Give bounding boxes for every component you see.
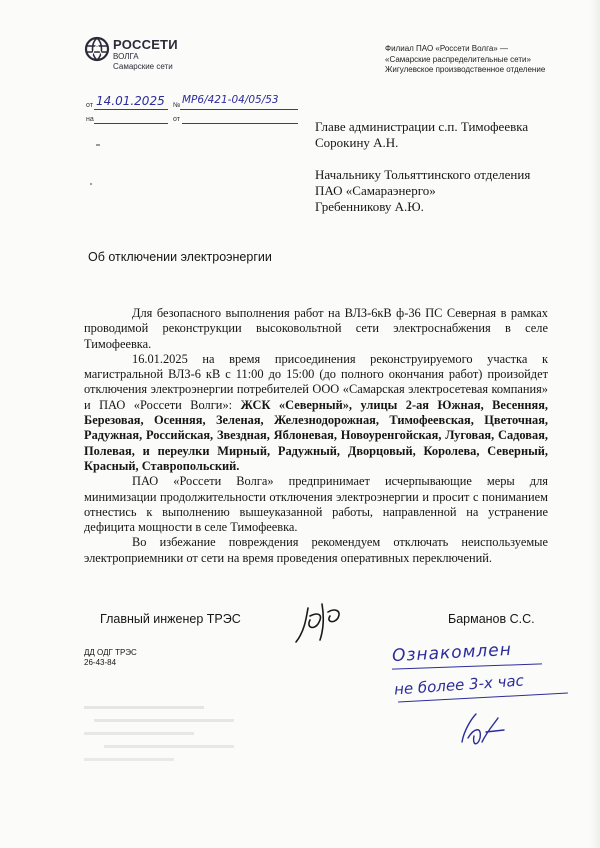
registry-block — [86, 92, 306, 126]
signer-position: Главный инженер ТРЭС — [100, 612, 241, 626]
registry-number: МР6/421-04/05/53 — [182, 94, 279, 106]
body-paragraph-4: Во избежание повреждения рекомендуем отключать неиспользуемые электроприемники от сети на время проведения оперативных переключений. — [84, 535, 548, 565]
addressee-line: Гребенникову А.Ю. — [315, 199, 424, 214]
body-paragraph-1: Для безопасного выполнения работ на ВЛЗ-6кВ ф-36 ПС Северная в рамках проводимой реконструкции высоковольтной сети электроснабжения в селе Тимофеевка. — [84, 306, 548, 351]
footer-phone: 26-43-84 — [84, 658, 117, 667]
body-paragraph-2-streets: ЖСК «Северный», улицы 2-ая Южная, Весенняя, Березовая, Осенняя, Зеленая, Железнодорожная, Тимофеевская, Цветочная, Радужная, Российская, Звездная, Яблоневая, Новоуренгойская, Луговая, Садовая, Полевая, и переулки Мирный, Радужный, Дворцовый, Королева, Северный, Красный, Ставропольский. — [84, 397, 548, 473]
footer-department: ДД ОДГ ТРЭС — [84, 648, 137, 657]
date-underline — [94, 109, 168, 110]
logo-name: РОССЕТИ — [113, 37, 178, 52]
addressee-line: Главе администрации с.п. Тимофеевка — [315, 119, 529, 134]
handwritten-signature — [288, 598, 358, 648]
grid-globe-icon — [84, 36, 110, 62]
scan-speck — [96, 144, 100, 146]
signer-name: Барманов С.С. — [448, 612, 535, 626]
body-paragraph-3: ПАО «Россети Волга» предпринимает исчерпывающие меры для минимизации продолжительности отключения электроэнергии и просит с пониманием отнестись к выполнению вышеуказанной работы, направленной на устранение дефицита мощности в селе Тимофеевка. — [84, 474, 548, 535]
footer-block — [84, 648, 137, 668]
handwritten-initials — [452, 708, 512, 752]
handwritten-note-line-2: не более 3-х час — [393, 671, 525, 699]
letter-body — [84, 306, 548, 566]
logo-region: ВОЛГА — [113, 52, 139, 61]
from-label-2: от — [173, 116, 180, 123]
number-underline — [180, 109, 298, 110]
scan-speck — [90, 183, 92, 185]
branch-line: «Самарские распределительные сети» — [385, 54, 531, 64]
handwritten-note-line-1: Ознакомлен — [391, 639, 513, 667]
from-label: от — [86, 102, 93, 109]
branch-line: Жигулевское производственное отделение — [385, 65, 546, 74]
from-underline — [182, 123, 298, 124]
on-underline — [94, 123, 168, 124]
body-paragraph-2 — [84, 352, 548, 474]
addressee-line: Начальнику Тольяттинского отделения — [315, 167, 531, 182]
addressee-line: Сорокину А.Н. — [315, 135, 399, 150]
on-label: на — [86, 116, 94, 123]
branch-block — [385, 44, 585, 76]
addressee-line: ПАО «Самараэнерго» — [315, 183, 436, 198]
registry-date: 14.01.2025 — [96, 94, 165, 108]
body-paragraph-2-text: 16.01.2025 на время присоединения реконструируемого участка к магистральной ВЛЗ-6 кВ с 11:00 до 15:00 (до полного окончания работ) произойдет отключения электроэнергии потребителей ООО «Самарская электросетевая компания» и ПАО «Россети Волги»: — [84, 351, 548, 412]
addressee-spacer — [315, 151, 595, 167]
addressee-block — [315, 119, 595, 215]
scan-bleed-through — [84, 700, 244, 800]
scan-edge — [590, 0, 600, 848]
branch-line: Филиал ПАО «Россети Волга» — — [385, 44, 508, 53]
number-label: № — [173, 102, 181, 109]
letter-subject: Об отключении электроэнергии — [88, 250, 272, 264]
logo-division: Самарские сети — [113, 62, 173, 71]
company-logo — [84, 36, 194, 76]
